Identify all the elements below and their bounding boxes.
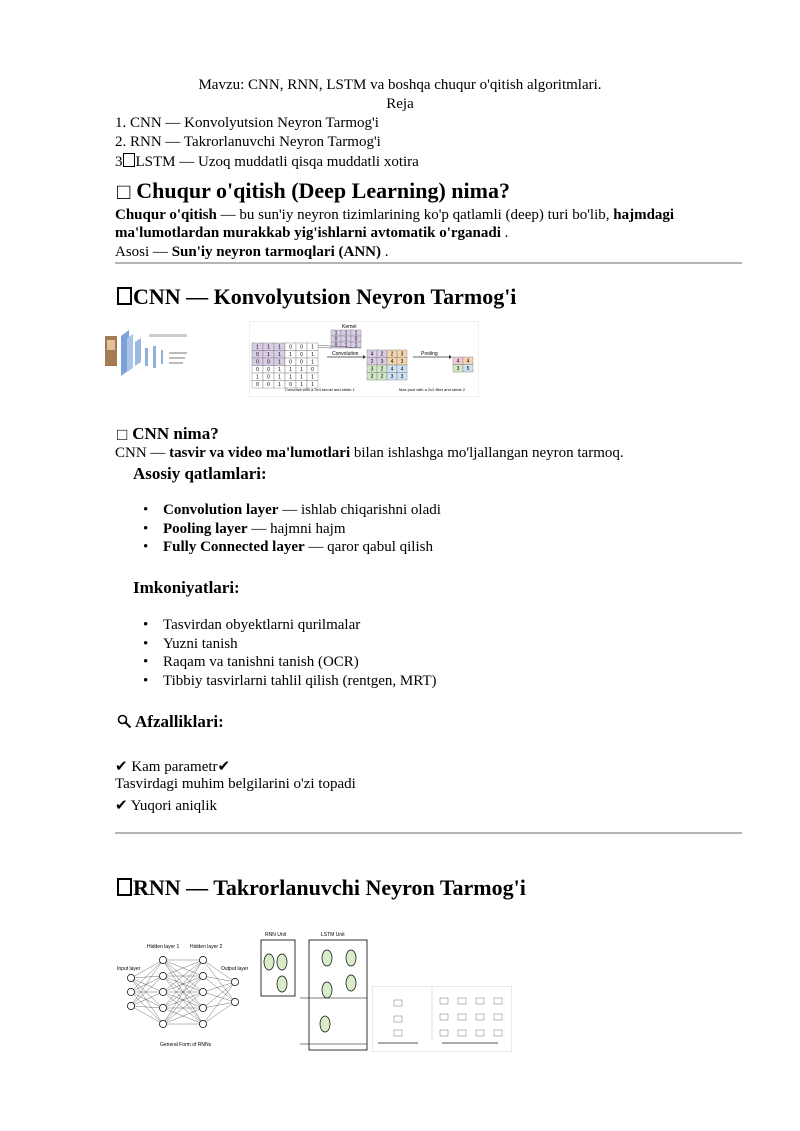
network-edge [131,976,163,978]
layer-term: Fully Connected layer [163,539,305,555]
network-edge [131,978,163,1008]
pool-value: 4 [456,358,460,365]
network-node [199,1004,206,1011]
input-value: 0 [300,359,303,366]
input-value: 1 [311,382,314,389]
kernel-label: Kernel [342,324,357,330]
network-edge [131,1006,163,1008]
capabilities-list [140,617,437,691]
layer-term: Pooling layer [163,520,248,537]
capability-text: Tasvirdan obyektlarni qurilmalar [163,617,361,633]
network-node [199,956,206,963]
caption-right: Max pool with a 2x2 filter and stride 2 [399,387,466,392]
network-node [231,978,238,985]
box-glyph-icon [117,287,132,305]
input-value: 0 [300,344,303,351]
gear-icon: □ [117,179,131,204]
input-value: 1 [311,359,314,366]
bullet-icon: • [143,654,149,670]
input-value: 1 [256,344,259,351]
network-edge [131,976,163,1006]
dl-heading-text: Chuqur o'qitish (Deep Learning) nima? [136,178,510,203]
input-value: 1 [278,382,281,389]
magnifier-icon [117,714,132,729]
network-node [159,1004,166,1011]
conv-output-grid [367,350,407,380]
unrolled-node [476,998,484,1004]
conv-value: 3 [400,359,404,366]
plan-item-3-text: LSTM — Uzoq muddatli qisqa muddatli xotira [135,154,419,170]
list-item [140,502,441,521]
cnn-what-line [115,445,624,462]
topic-title: Mavzu: CNN, RNN, LSTM va boshqa chuqur o'qitish algoritmlari. [198,77,602,93]
feature-map-2 [127,334,133,372]
network-node [127,974,134,981]
bullet-icon: • [143,520,149,537]
rnn-node-1 [264,954,274,970]
layer-desc: — qaror qabul qilish [304,539,433,555]
layers-list [140,502,441,558]
input-value: 0 [267,359,270,366]
advantage-line-2: Tasvirdagi muhim belgilarini o'zi topadi [115,776,356,792]
list-item [140,673,437,692]
network-edge [131,1006,163,1024]
cnn-what-heading [117,424,219,444]
folded-node [394,1016,402,1022]
input-value: 1 [311,344,314,351]
convolution-label: Convolution [332,351,359,357]
rnn-node-3 [277,976,287,992]
input-value: 1 [278,344,281,351]
input-value: 1 [278,359,281,366]
kernel-value: 1 [344,336,348,343]
conv-value: 2 [390,351,394,358]
unrolled-node [458,1030,466,1036]
list-item [140,617,437,636]
caption-left: Convolve with a 3x3 kernel and stride 1 [285,387,355,392]
box-glyph-icon [123,153,135,167]
input-layer-label: Input layer [117,966,141,972]
list-item [140,539,441,558]
unrolled-caption-right [442,1042,498,1044]
input-grid [252,343,318,388]
rnn-caption: General Form of RNNs [160,1042,212,1048]
unrolled-node [494,1030,502,1036]
plan-heading: Reja [386,96,414,112]
input-value: 0 [311,367,314,374]
unrolled-node [440,998,448,1004]
kernel-value: 1 [344,330,348,337]
input-value: 1 [278,352,281,359]
network-node [199,972,206,979]
layers-heading: Asosiy qatlamlari: [133,464,267,483]
dl-base-bold: Sun'iy neyron tarmoqlari (ANN) [171,244,381,260]
input-value: 0 [267,374,270,381]
dl-term: Chuqur o'qitish [115,207,217,223]
conv-value: 3 [390,374,394,381]
input-value: 1 [289,352,292,359]
input-value: 0 [267,367,270,374]
network-edge [203,982,235,1008]
rnn-node-2 [277,954,287,970]
lstm-unit-label: LSTM Unit [321,932,345,938]
dense-layer-3 [161,350,163,364]
capability-text: Raqam va tanishni tanish (OCR) [163,654,359,670]
network-edge [131,976,163,992]
unrolled-node [440,1030,448,1036]
network-node [159,988,166,995]
dl-def-mid: — bu sun'iy neyron tizimlarining ko'p qatlamli (deep) turi bo'lib, [216,207,614,223]
network-edge [131,992,163,1008]
network-node [231,998,238,1005]
capabilities-heading: Imkoniyatlari: [133,578,240,597]
cnn-what-bold: tasvir va video ma'lumotlari [169,445,351,461]
input-value: 0 [256,352,259,359]
bullet-icon: • [143,617,149,633]
bullet-icon: • [143,502,149,518]
cnn-convolution-figure [249,321,479,397]
input-value: 1 [289,374,292,381]
unrolled-node [458,998,466,1004]
conv-value: 3 [370,366,374,373]
bullet-icon: • [143,539,149,555]
network-edge [203,992,235,1002]
network-edge [131,960,163,992]
input-value: 1 [278,367,281,374]
pool-value: 5 [466,366,470,373]
kernel-value: 1 [334,330,338,337]
list-item [140,654,437,673]
kernel-value: 1 [344,342,348,349]
cnn-what-prefix: CNN — [115,445,170,461]
conv-value: 2 [370,359,374,366]
unrolled-node [458,1014,466,1020]
layer-desc: — ishlab chiqarishni oladi [278,502,441,518]
plan-item-1: 1. CNN — Konvolyutsion Neyron Tarmog'i [115,115,379,131]
dl-base-end: . [381,244,389,260]
lstm-gate-2 [346,950,356,966]
input-value: 1 [300,367,303,374]
input-value: 1 [289,367,292,374]
network-node [159,972,166,979]
lstm-gate-5 [320,1016,330,1032]
dl-def-bold-b: ma'lumotlardan murakkab yig'ishlarni avtomatik o'rganadi [115,225,501,241]
plan-item-3-number: 3 [115,154,123,170]
output-layer-label: Output layer [221,966,249,972]
network-edge [203,1002,235,1024]
pool-output-grid [453,357,473,372]
legend-line-3 [169,362,183,364]
input-value: 1 [300,382,303,389]
pool-value: 3 [456,366,460,373]
dl-heading [117,178,510,205]
unrolled-node [494,1014,502,1020]
input-value: 0 [300,352,303,359]
advantage-line-1: ✔ Kam parametr✔ [115,759,231,775]
folded-node [394,1000,402,1006]
face-thumbnail-skin [107,340,115,350]
unrolled-node [440,1014,448,1020]
lstm-unit-box [309,940,367,1050]
rnn-general-form-figure [115,940,250,1050]
section-divider-2 [115,832,742,834]
network-node [199,1020,206,1027]
rnn-unit-label: RNN Unit [265,932,287,938]
network-node [159,1020,166,1027]
feature-map-3 [135,338,141,366]
lstm-gate-3 [346,975,356,991]
conv-value: 2 [380,351,384,358]
input-value: 1 [300,374,303,381]
kernel-value: 0 [334,342,338,349]
network-node [159,956,166,963]
hidden-layer-1-label: Hidden layer 1 [147,944,180,950]
input-value: 0 [256,359,259,366]
folded-node [394,1030,402,1036]
lstm-gate-1 [322,950,332,966]
layer-term: Convolution layer [163,502,279,518]
lstm-gate-4 [322,982,332,998]
plan-item-2: 2. RNN — Takrorlanuvchi Neyron Tarmog'i [115,134,381,150]
unrolled-node [476,1014,484,1020]
conv-value: 4 [370,351,374,358]
conv-value: 4 [390,359,394,366]
plan-item-3 [115,153,419,171]
dl-base-prefix: Asosi — [115,244,172,260]
cnn-layers-figure [105,328,195,380]
rnn-heading [117,875,526,901]
capability-text: Tibbiy tasvirlarni tahlil qilish (rentgen, MRT) [163,672,437,689]
input-value: 0 [289,359,292,366]
layer-desc: — hajmni hajm [247,520,346,537]
convolution-diagram [249,321,479,397]
rnn-lstm-unit-figure [255,928,370,1053]
kernel-value: 0 [354,336,358,343]
pooling-label: Pooling [421,351,438,357]
network-node [127,988,134,995]
unrolled-node [494,998,502,1004]
rnn-unrolled-figure [372,986,512,1052]
network-node [127,1002,134,1009]
network-edge [203,976,235,1002]
hidden-layer-2-label: Hidden layer 2 [190,944,223,950]
network-node [199,988,206,995]
dl-def-bold-a: hajmdagi [613,207,675,223]
pool-value: 4 [466,358,470,365]
advantages-heading [117,712,224,732]
advantage-line-3: ✔ Yuqori aniqlik [115,798,218,814]
conv-value: 2 [380,374,384,381]
input-value: 1 [278,374,281,381]
conv-value: 2 [380,366,384,373]
input-value: 1 [311,352,314,359]
dense-layer-1 [145,348,148,366]
conv-value: 3 [380,359,384,366]
dense-layer-2 [153,346,156,368]
cnn-heading [117,284,516,310]
section-divider-1 [115,262,742,264]
input-value: 1 [267,352,270,359]
cnn-what-text: CNN nima? [132,424,219,443]
dl-definition-line-2 [115,225,508,242]
bullet-icon: • [143,635,149,652]
conv-value: 4 [390,366,394,373]
input-value: 0 [289,344,292,351]
dl-base-line [115,244,389,261]
legend-line-2 [169,357,185,359]
input-value: 0 [256,382,259,389]
input-value: 1 [311,374,314,381]
list-item [140,636,437,655]
bullet-icon: • [143,672,149,689]
cnn-heading-text: CNN — Konvolyutsion Neyron Tarmog'i [133,284,517,309]
network-edge [203,982,235,992]
conv-value: 2 [370,374,374,381]
capability-text: Yuzni tanish [163,635,238,652]
dl-definition-line-1 [115,207,674,224]
list-item [140,521,441,540]
conv-value: 3 [400,351,404,358]
rnn-heading-text: RNN — Takrorlanuvchi Neyron Tarmog'i [133,875,526,900]
kernel-value: 1 [354,342,358,349]
legend-line-1 [169,352,187,354]
conv-value: 3 [400,374,404,381]
input-value: 1 [267,344,270,351]
input-value: 1 [256,374,259,381]
unrolled-node [476,1030,484,1036]
network-edge [131,992,163,1024]
cnn-what-rest: bilan ishlashga mo'ljallangan neyron tarmoq. [350,445,624,461]
conv-value: 4 [400,366,404,373]
box-glyph-icon: □ [117,425,128,444]
kernel-value: 0 [334,336,338,343]
unrolled-caption-left [378,1042,418,1044]
input-value: 0 [289,382,292,389]
kernel-value: 1 [354,330,358,337]
input-value: 0 [267,382,270,389]
advantages-text: Afzalliklari: [135,712,224,731]
dl-def-end: . [500,225,509,241]
figure-caption-bar [149,334,187,337]
input-value: 0 [256,367,259,374]
box-glyph-icon [117,878,132,896]
